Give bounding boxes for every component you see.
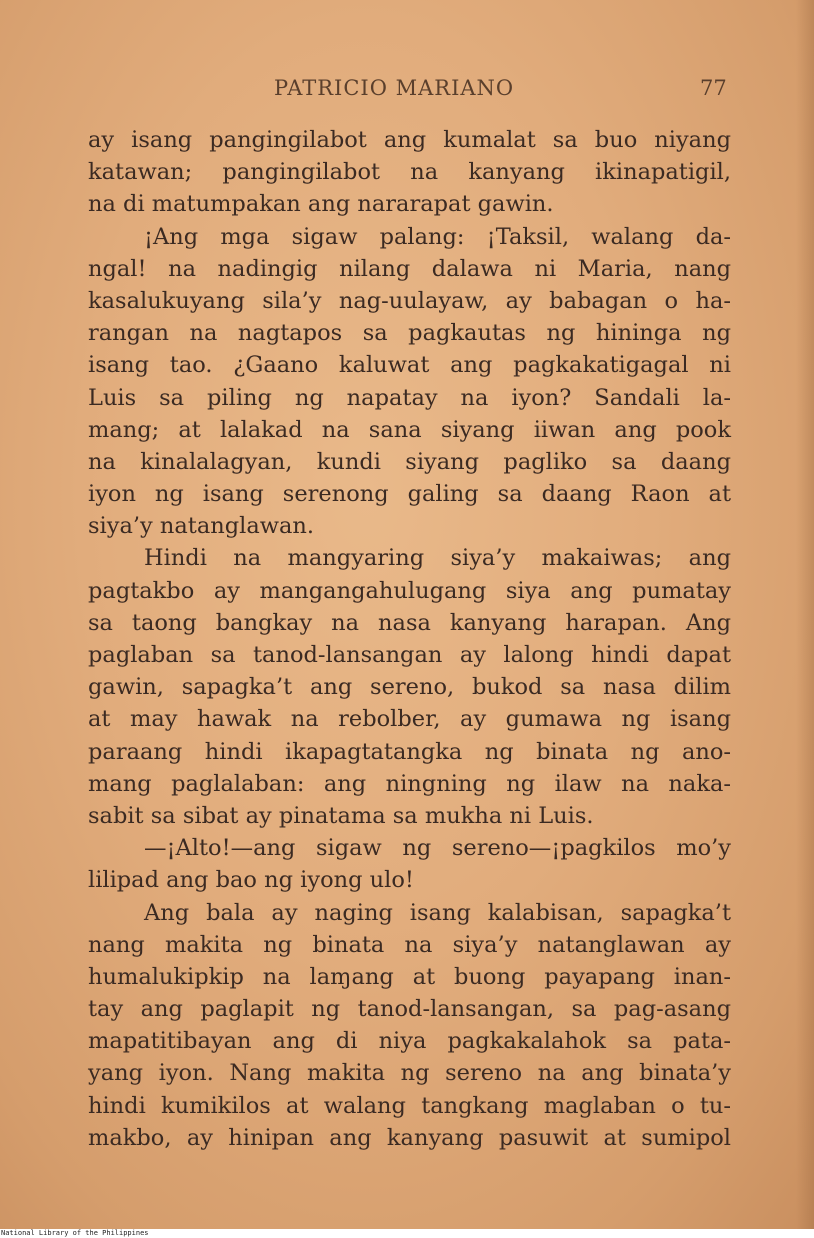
- text-line: ¡Ang mga sigaw palang: ¡Taksil, walang da-: [144, 223, 731, 250]
- text-line: katawan; pangingilabot na kanyang ikinapatigil,: [88, 159, 731, 186]
- text-line: ngal! na nadingig nilang dalawa ni Maria, nang: [88, 255, 731, 282]
- text-line: Luis sa piling ng napatay na iyon? Sandali la-: [88, 384, 731, 411]
- text-line: mapatitibayan ang di niya pagkakalahok sa pata-: [88, 1028, 731, 1055]
- library-credit: National Library of the Philippines: [1, 1229, 149, 1237]
- page-edge-shadow: [796, 0, 814, 1229]
- page-header: [0, 76, 814, 106]
- text-line: —¡Alto!—ang sigaw ng sereno—¡pagkilos mo’y: [144, 835, 731, 862]
- text-line: na kinalalagyan, kundi siyang pagliko sa daang: [88, 448, 731, 475]
- text-line: hindi kumikilos at walang tangkang maglaban o tu-: [88, 1092, 731, 1119]
- text-line: sa taong bangkay na nasa kanyang harapan. Ang: [88, 609, 731, 636]
- text-line: kasalukuyang sila’y nag-uulayaw, ay babagan o ha-: [88, 287, 731, 314]
- text-line: sabit sa sibat ay pinatama sa mukha ni Luis.: [88, 802, 594, 829]
- text-line: lilipad ang bao ng iyong ulo!: [88, 867, 414, 894]
- text-line: tay ang paglapit ng tanod-lansangan, sa pag-asang: [88, 996, 731, 1023]
- body-text: [88, 124, 731, 1154]
- text-line: ay isang pangingilabot ang kumalat sa buo niyang: [88, 127, 731, 153]
- text-line: pagtakbo ay mangangahulugang siya ang pumatay: [88, 577, 731, 604]
- text-line: at may hawak na rebolber, ay gumawa ng isang: [88, 706, 731, 733]
- text-line: paglaban sa tanod-lansangan ay lalong hindi dapat: [88, 642, 731, 668]
- text-line: makbo, ay hinipan ang kanyang pasuwit at sumipol: [88, 1124, 731, 1151]
- text-line: humalukipkip na laɱang at buong payapang inan-: [88, 963, 731, 990]
- text-line: siya’y natanglawan.: [88, 513, 315, 540]
- text-line: isang tao. ¿Gaano kaluwat ang pagkakatigagal ni: [88, 352, 731, 379]
- footer-strip: [0, 1229, 814, 1238]
- text-line: iyon ng isang serenong galing sa daang Raon at: [88, 481, 731, 508]
- text-line: mang paglalaban: ang ningning ng ilaw na naka-: [88, 770, 731, 797]
- text-line: na di matumpakan ang nararapat gawin.: [88, 191, 554, 218]
- text-line: nang makita ng binata na siya’y natanglawan ay: [88, 931, 731, 958]
- text-line: paraang hindi ikapagtatangka ng binata ng ano-: [88, 738, 731, 765]
- text-line: rangan na nagtapos sa pagkautas ng hininga ng: [88, 320, 731, 347]
- text-line: yang iyon. Nang makita ng sereno na ang binata’y: [88, 1060, 731, 1087]
- page-number: 77: [700, 76, 727, 100]
- text-line: gawin, sapagka’t ang sereno, bukod sa nasa dilim: [88, 674, 731, 701]
- running-head: PATRICIO MARIANO: [274, 76, 515, 100]
- text-line: Ang bala ay naging isang kalabisan, sapagka’t: [144, 899, 731, 926]
- text-line: mang; at lalakad na sana siyang iiwan ang pook: [88, 416, 731, 443]
- text-line: Hindi na mangyaring siya’y makaiwas; ang: [144, 545, 731, 572]
